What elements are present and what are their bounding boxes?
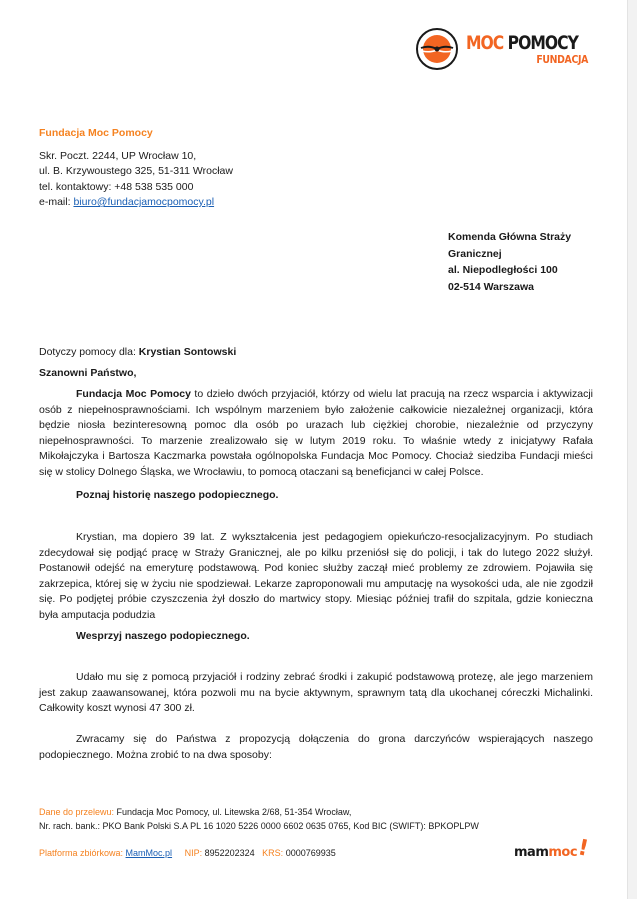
history-heading: Poznaj historię naszego podopiecznego. [76, 489, 279, 501]
logo-wordmark: MOC POMOCY [466, 31, 578, 54]
logo-subtitle: FUNDACJA [536, 52, 588, 66]
beneficiary-name: Krystian Sontowski [138, 346, 237, 358]
foundation-badge-icon [416, 28, 458, 70]
sender-email-line: e-mail: biuro@fundacjamocpomocy.pl [39, 195, 215, 208]
sender-address [39, 149, 233, 210]
transfer-line: Dane do przelewu: Fundacja Moc Pomocy, ul. Litewska 2/68, 51-354 Wrocław, [39, 807, 352, 817]
email-link[interactable]: biuro@fundacjamocpomocy.pl [73, 195, 215, 208]
history-paragraph: Krystian, ma dopiero 39 lat. Z wykształcenia jest pedagogiem opiekuńczo-resocjalizacyjnym. Po studiach zdecydował się podjąć pracę w Straży Granicznej, ale po kilku przeniósł się do policji, i tak do lutego 2022 służył. Postanowił odejść na emeryturę podstawową. Pod koniec służby zaczął mieć problemy ze zdrowiem. Pojawiła się zakrzepica, której się w życiu nie spodziewał. Lekarze zaproponowali mu amputację na wysokości uda, ale nie zgodził się. Po podjętej próbie czyszczenia żył doszło do martwicy stopy. Miesiąc później trafił do szpitala, gdzie konieczna była amputacja podudzia [39, 531, 593, 621]
sender-street: ul. B. Krzywoustego 325, 51-311 Wrocław [39, 165, 233, 178]
exclamation-icon: ! [575, 835, 591, 862]
intro-paragraph: Fundacja Moc Pomocy to dzieło dwóch przyjaciół, którzy od wielu lat pracują na rzecz wsparcia i aktywizacji osób z niepełnosprawnościami. Ich wspólnym marzeniem było założenie całkowicie niezależnej organizacji, która będzie niosła bezinteresowną pomoc dla osób po urazach lub ciężkiej chorobie, niezależnie od przyczyny niepełnosprawności. To marzenie zrealizowało się w lutym 2019 roku. To właśnie wtedy z inicjatywy Rafała Mikołajczyka i Bartosza Kaczmarka powstała ogólnopolska Fundacja Moc Pomocy. Chociaż siedziba Fundacji mieści się w stolicy Dolnego Śląska, we Wrocławiu, to pomocą otaczani są beneficjanci w całej Polsce. [39, 388, 593, 478]
transfer-details [39, 805, 479, 833]
nip-value: 8952202324 [204, 848, 255, 858]
support-paragraph: Udało mu się z pomocą przyjaciół i rodziny zebrać środki i zakupić podstawową protezę, ale jego marzeniem jest zakup zaawansowanej, która pozwoli mu na bycie aktywnym, sprawnym tatą dla ukochanej córeczki Michalinki. Całkowity koszt wynosi 47 300 zł. [39, 671, 593, 715]
mammoc-link[interactable]: MamMoc.pl [125, 848, 173, 858]
sender-po-box: Skr. Poczt. 2244, UP Wrocław 10, [39, 150, 197, 162]
krs-value: 0000769935 [285, 848, 336, 858]
regarding-line: Dotyczy pomocy dla: Krystian Sontowski [39, 346, 237, 358]
bank-account-line: Nr. rach. bank.: PKO Bank Polski S.A PL 16 1020 5226 0000 6602 0635 0765, Kod BIC (SWIFT): BPKOPLPW [39, 821, 479, 831]
recipient-address: Komenda Główna Straży Granicznej al. Niepodległości 100 02-514 Warszawa [448, 231, 572, 293]
support-heading: Wesprzyj naszego podopiecznego. [76, 630, 250, 642]
greeting: Szanowni Państwo, [39, 367, 137, 379]
sender-org-name: Fundacja Moc Pomocy [39, 127, 153, 139]
moc-pomocy-logo [416, 28, 602, 70]
mammoc-logo: mam moc ! [514, 835, 591, 862]
sender-phone: tel. kontaktowy: +48 538 535 000 [39, 180, 194, 193]
appeal-paragraph: Zwracamy się do Państwa z propozycją dołączenia do grona darczyńców wspierających naszego podopiecznego. Można zrobić to na dwa sposoby: [39, 733, 593, 761]
page-edge [627, 0, 637, 899]
platform-line: Platforma zbiórkowa: MamMoc.pl NIP: 8952202324 KRS: 0000769935 [39, 848, 336, 858]
